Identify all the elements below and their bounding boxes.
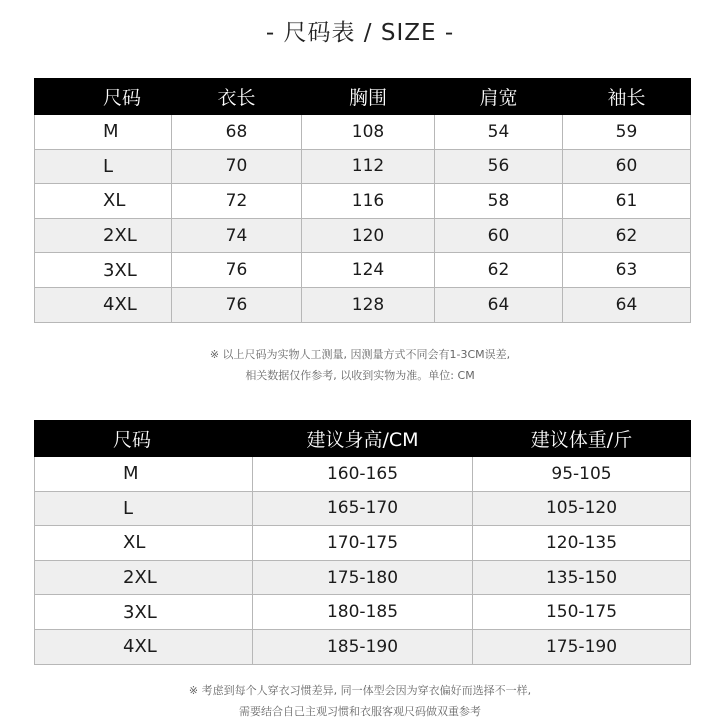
cell-size: L [35, 491, 253, 526]
header-sleeve: 袖长 [563, 79, 691, 115]
cell-sleeve: 61 [563, 184, 691, 219]
cell-shoulder: 60 [435, 218, 563, 253]
cell-size: XL [35, 184, 172, 219]
cell-shoulder: 54 [435, 115, 563, 150]
cell-weight: 135-150 [473, 560, 691, 595]
size-recommendation-table [34, 420, 691, 665]
table-row [35, 560, 691, 595]
cell-shoulder: 58 [435, 184, 563, 219]
table-header-row [35, 79, 691, 115]
cell-shoulder: 64 [435, 287, 563, 322]
cell-sleeve: 59 [563, 115, 691, 150]
cell-chest: 112 [302, 149, 435, 184]
cell-height: 185-190 [253, 629, 473, 664]
cell-size: M [35, 115, 172, 150]
cell-chest: 120 [302, 218, 435, 253]
note-line: 需要结合自己主观习惯和衣服客观尺码做双重参考 [239, 705, 481, 718]
cell-height: 160-165 [253, 457, 473, 492]
cell-sleeve: 63 [563, 253, 691, 288]
cell-length: 74 [172, 218, 302, 253]
header-size: 尺码 [35, 79, 172, 115]
cell-weight: 175-190 [473, 629, 691, 664]
cell-chest: 116 [302, 184, 435, 219]
fit-note [0, 680, 720, 722]
cell-sleeve: 64 [563, 287, 691, 322]
table-header-row [35, 421, 691, 457]
cell-length: 76 [172, 253, 302, 288]
measurement-note [0, 344, 720, 386]
table-row [35, 218, 691, 253]
cell-size: 2XL [35, 560, 253, 595]
size-measurement-table [34, 78, 691, 323]
cell-size: 4XL [35, 287, 172, 322]
note-line: 相关数据仅作参考, 以收到实物为准。单位: CM [245, 369, 475, 382]
table-row [35, 595, 691, 630]
cell-chest: 108 [302, 115, 435, 150]
table-row [35, 457, 691, 492]
cell-length: 68 [172, 115, 302, 150]
table-row [35, 115, 691, 150]
cell-size: 2XL [35, 218, 172, 253]
cell-size: XL [35, 526, 253, 561]
cell-size: M [35, 457, 253, 492]
table-row [35, 629, 691, 664]
table-row [35, 287, 691, 322]
cell-length: 72 [172, 184, 302, 219]
cell-size: 4XL [35, 629, 253, 664]
cell-length: 70 [172, 149, 302, 184]
note-line: ※ 考虑到每个人穿衣习惯差异, 同一体型会因为穿衣偏好而选择不一样, [188, 684, 532, 697]
header-shoulder: 肩宽 [435, 79, 563, 115]
cell-shoulder: 62 [435, 253, 563, 288]
header-chest: 胸围 [302, 79, 435, 115]
cell-weight: 95-105 [473, 457, 691, 492]
cell-weight: 150-175 [473, 595, 691, 630]
cell-weight: 105-120 [473, 491, 691, 526]
table-row [35, 526, 691, 561]
header-weight: 建议体重/斤 [473, 421, 691, 457]
cell-height: 180-185 [253, 595, 473, 630]
page-title: - 尺码表 / SIZE - [265, 20, 455, 46]
table-row [35, 184, 691, 219]
cell-height: 170-175 [253, 526, 473, 561]
cell-sleeve: 60 [563, 149, 691, 184]
cell-chest: 124 [302, 253, 435, 288]
cell-shoulder: 56 [435, 149, 563, 184]
header-size: 尺码 [35, 421, 253, 457]
table-row [35, 491, 691, 526]
table-row [35, 253, 691, 288]
header-length: 衣长 [172, 79, 302, 115]
cell-length: 76 [172, 287, 302, 322]
cell-weight: 120-135 [473, 526, 691, 561]
cell-size: 3XL [35, 595, 253, 630]
cell-size: 3XL [35, 253, 172, 288]
cell-sleeve: 62 [563, 218, 691, 253]
cell-chest: 128 [302, 287, 435, 322]
cell-height: 165-170 [253, 491, 473, 526]
cell-size: L [35, 149, 172, 184]
cell-height: 175-180 [253, 560, 473, 595]
note-line: ※ 以上尺码为实物人工测量, 因测量方式不同会有1-3CM误差, [209, 348, 511, 361]
header-height: 建议身高/CM [253, 421, 473, 457]
table-row [35, 149, 691, 184]
